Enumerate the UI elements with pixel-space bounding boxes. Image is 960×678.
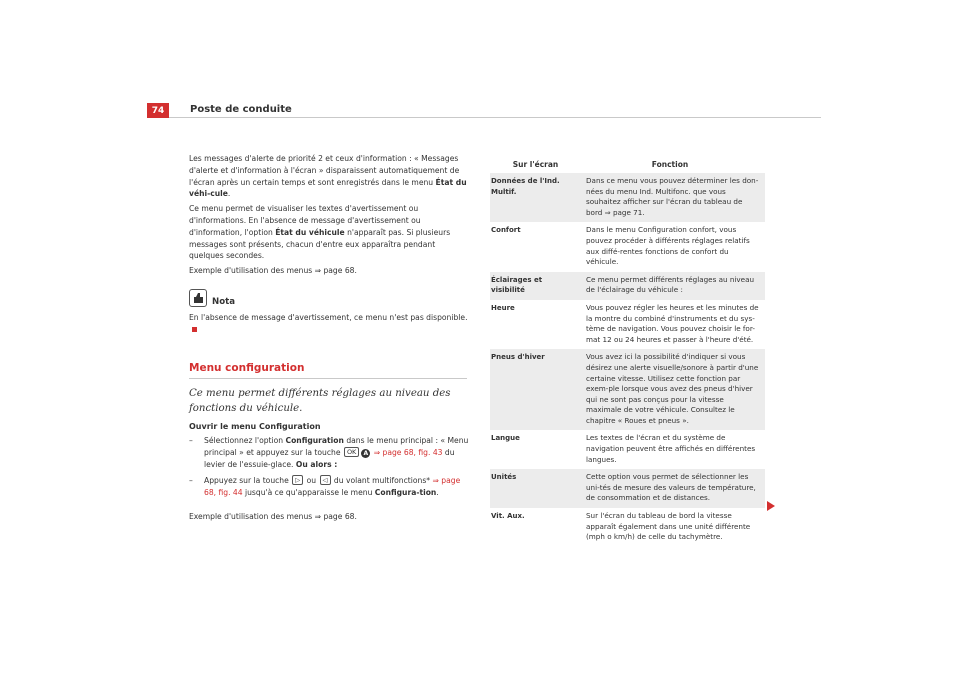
table-row: Données de l'Ind. Multif. Dans ce menu vous pouvez déterminer les don-nées du menu Ind. Multifonc. que vous souhaitez afficher sur l'écran du tableau de bord ⇒ page 71.: [490, 173, 765, 222]
nota-text: En l'absence de message d'avertissement, ce menu n'est pas disponible.: [189, 312, 469, 336]
chapter-title: Poste de conduite: [190, 104, 292, 115]
ok-key-icon: OK: [344, 447, 359, 457]
section-intro: Ce menu permet différents réglages au niveau des fonctions du véhicule.: [189, 388, 451, 415]
table-header: [490, 158, 765, 173]
page-number: 74: [147, 103, 169, 118]
paragraph-example-ref: Exemple d'utilisation des menus ⇒ page 68.: [189, 266, 357, 276]
left-column: [189, 153, 469, 526]
header-divider: [169, 117, 821, 118]
settings-table: [490, 158, 765, 547]
callout-a-icon: A: [361, 449, 370, 458]
end-of-section-icon: [192, 327, 197, 332]
table-row: Langue Les textes de l'écran et du système de navigation peuvent être affichés en différentes langues.: [491, 433, 756, 464]
column-header-screen: Sur l'écran: [512, 160, 559, 170]
table-row: Confort Dans le menu Configuration confort, vous pouvez procéder à différents réglages relatifs aux diffé-rentes fonctions de confort du véhicule.: [491, 225, 750, 267]
table-row: Unités Cette option vous permet de sélectionner les uni-tés de mesure des valeurs de température, de consommation et de distances.: [490, 469, 765, 508]
footer-example-ref: Exemple d'utilisation des menus ⇒ page 68.: [189, 511, 357, 521]
table-row: Vit. Aux. Sur l'écran du tableau de bord la vitesse apparaît également dans une unité différente (mph o km/h) de celle du tachymètre.: [491, 511, 751, 542]
paragraph-vehicle-state: Ce menu permet de visualiser les textes d'avertissement ou d'informations. En l'absence de message d'avertissement ou d'information, l'option État du véhicule n'apparaît pas. Si plusieurs messages sont présents, chacun d'entre eux apparaîtra pendant quelques secondes.: [189, 204, 451, 261]
instruction-step-2: – Appuyez sur la touche ▷ ou ◁ du volant multifonctions* ⇒ page 68, fig. 44 jusqu'à ce qu'apparaisse le menu Configura-tion.: [189, 476, 461, 498]
table-row: Pneus d'hiver Vous avez ici la possibilité d'indiquer si vous désirez une alerte visuelle/sonore à partir d'une certaine vitesse. Utilisez cette fonction par exem-ple lorsque vous avez des pneus d'hiver qui ne sont pas conçus pour la vitesse maximale de votre véhicule. Consultez le chapitre « Roues et pneus ».: [490, 349, 765, 430]
left-arrow-key-icon: ◁: [320, 475, 331, 485]
right-arrow-key-icon: ▷: [292, 475, 303, 485]
section-title: Menu configuration: [189, 363, 467, 379]
note-icon: [189, 289, 207, 307]
paragraph-messages: Les messages d'alerte de priorité 2 et ceux d'information : « Messages d'alerte et d'information à l'écran » disparaissent automatiquement de l'écran après un certain temps et sont enregistrés dans le menu État du véhi-cule.: [189, 154, 467, 199]
instruction-step-1: – Sélectionnez l'option Configuration dans le menu principal : « Menu principal » et appuyez sur la touche OK A ⇒ page 68, fig. 43 du levier de l'essuie-glace. Ou alors :: [189, 435, 469, 469]
continue-arrow-icon: [767, 501, 775, 511]
sub-heading: Ouvrir le menu Configuration: [189, 422, 321, 432]
nota-label: Nota: [212, 296, 236, 307]
nota-block: [189, 287, 469, 309]
page-ref-link[interactable]: ⇒ page 68, fig. 43: [371, 447, 443, 457]
page-ref-link[interactable]: ⇒ page 68, fig. 44: [204, 476, 461, 498]
column-header-function: Fonction: [651, 160, 689, 170]
table-row: Heure Vous pouvez régler les heures et les minutes de la montre du combiné d'instruments et du sys-tème de navigation. Vous pouvez choisir le for-mat 12 ou 24 heures et passer à l'heure d'été.: [491, 302, 759, 344]
table-row: Éclairages et visibilité Ce menu permet différents réglages au niveau de l'éclairage du véhicule :: [490, 272, 765, 300]
